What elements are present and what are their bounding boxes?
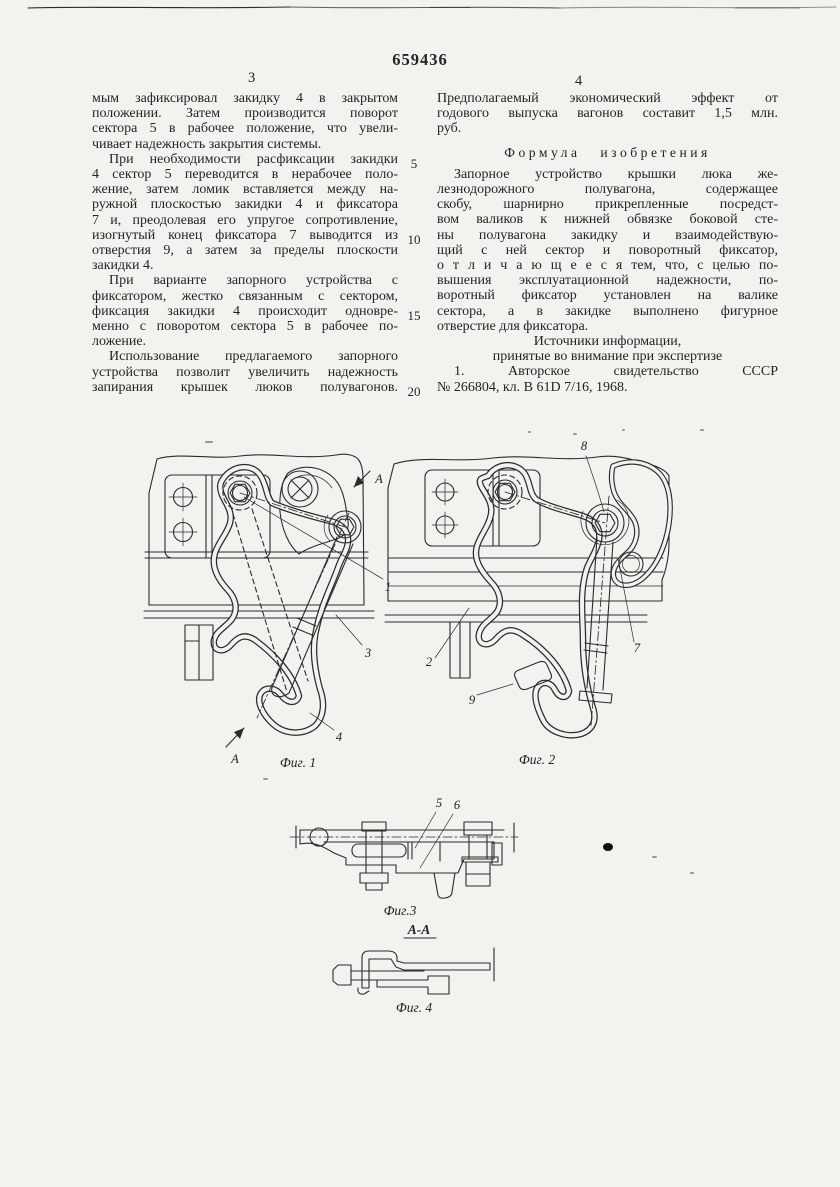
text-line: отверстия 9, а затем за пределы плоскости [92,243,398,259]
paragraph [92,349,398,395]
fig3-body [300,828,504,898]
patent-number: 659436 [392,50,448,69]
text-line: Использование предлагаемого запорного [109,349,398,365]
fig3-leader-lines [415,812,453,868]
text-line: мым зафиксировал закидку 4 в закрытом [92,91,398,106]
fig4-caption: Фиг. 4 [395,1000,433,1015]
text-line: фиксатором, жестко связанным с сектором, [92,288,398,304]
speck [690,872,694,874]
sources-heading-line1: Источники информации, [533,334,682,350]
line-number-10: 10 [407,232,421,247]
figure-3-drawing [288,795,528,920]
fig1-latch [214,467,348,732]
fig3-label-5: 5 [435,796,443,810]
fig2-label-7: 7 [633,641,641,655]
text-line: лезнодорожного полувагона, содержащее [437,182,778,198]
text-line: годового выпуска вагонов составит 1,5 млн. [437,106,778,122]
fig1-label-1: 1 [384,580,392,594]
fig3-label-6: 6 [453,798,461,812]
paragraph [92,152,398,274]
text-line: воротный фиксатор установлен на валике [437,288,778,304]
text-line: 1. Авторское свидетельство СССР [454,364,778,380]
fig1-label-4: 4 [335,730,343,744]
text-line: жение, затем ломик вставляется между на- [92,182,398,198]
ink-blot [603,843,613,851]
fig1-bracket [185,625,213,680]
text-line: ружной плоскостью закидки 4 и фиксатора [92,197,398,213]
text-line: чивает надежность закрытия системы. [92,136,322,152]
paragraph [437,91,778,137]
sources-heading-line2: принятые во внимание при экспертизе [492,349,723,365]
fig1-label-a-bottom: А [231,752,239,766]
fig3-caption: Фиг.3 [383,903,417,918]
text-line: устройства позволит увеличить надежность [92,364,398,380]
speck [652,856,657,858]
text-line: скобу, шарнирно прикрепленные посредст- [437,197,778,213]
text-line: вышения эксплуатационной надежности, по- [437,273,778,289]
claim-paragraph [437,167,778,334]
fig3-left-bolt [360,822,388,890]
speck [263,778,268,780]
text-line: 7 и, преодолевая его упругое сопротивление, [92,212,398,228]
right-column [437,91,778,395]
fig4-section-parts [333,948,494,994]
text-line: положении. Затем производится поворот [92,106,398,122]
fig2-label-2: 2 [425,655,433,669]
figure-2-drawing [385,436,685,770]
fig1-caption: Фиг. 1 [279,755,317,770]
text-line: Запорное устройство крышки люка же- [454,166,778,182]
paragraph [92,273,398,349]
text-line: При необходимости расфиксации закидки [109,151,398,167]
line-number-5: 5 [410,156,418,171]
text-line: менно с поворотом сектора 5 в рабочее по- [92,319,398,335]
speck [622,429,625,431]
text-line: ны полувагона закидку и взаимодействую- [437,227,778,243]
text-line: При варианте запорного устройства с [109,273,398,289]
fig2-bracket [450,622,470,678]
scan-edge-artifact [0,0,840,18]
fig2-label-9: 9 [468,693,476,707]
fig3-right-bolt [462,822,502,886]
text-line: закидки 4. [92,258,154,274]
text-line: 4 сектор 5 переводится в нерабочее поло- [92,167,398,183]
line-number-15: 15 [407,308,421,323]
fig1-leader-lines [244,497,383,730]
fig1-label-a-top: А [375,472,383,486]
text-line: щий с ней сектор и поворотный фиксатор, [437,242,778,258]
source-item [437,364,778,394]
text-line: вом валиков к нижней обвязке боковой сте- [437,212,778,228]
paragraph [92,91,398,152]
fig4-section-label: А-А [407,922,431,937]
speck [573,433,577,435]
text-line: отверстие для фиксатора. [437,318,589,334]
text-line: изогнутый конец фиксатора 7 выводится из [92,227,398,243]
text-line: фиксация закидки 4 происходит одновре- [92,303,398,319]
left-column [92,91,398,395]
fig1-label-3: 3 [364,646,372,660]
text-line: запирания крышек люков полувагонов. [92,379,398,395]
figure-4-drawing [318,918,530,1018]
fig2-caption: Фиг. 2 [518,752,556,767]
fig2-label-8: 8 [580,439,588,453]
text-line: ложение. [92,334,147,350]
speck [205,441,213,443]
column-number-left: 3 [248,70,256,86]
figure-1-drawing [140,445,412,775]
fig2-sector [612,462,671,585]
column-number-right: 4 [575,73,583,89]
claims-heading: Формула изобретения [504,144,711,160]
text-line: о т л и ч а ю щ е е с я тем, что, с целью по- [437,258,778,274]
text-line: сектора 5 в рабочее положение, что увели- [92,121,398,137]
line-number-20: 20 [407,384,421,399]
text-line: сектора, а в закидке выполнено фигурное [437,303,778,319]
text-line: руб. [437,121,462,137]
speck [528,431,531,433]
speck [700,429,704,431]
text-line: № 266804, кл. В 61D 7/16, 1968. [437,379,628,395]
text-line: Предполагаемый экономический эффект от [437,91,778,106]
